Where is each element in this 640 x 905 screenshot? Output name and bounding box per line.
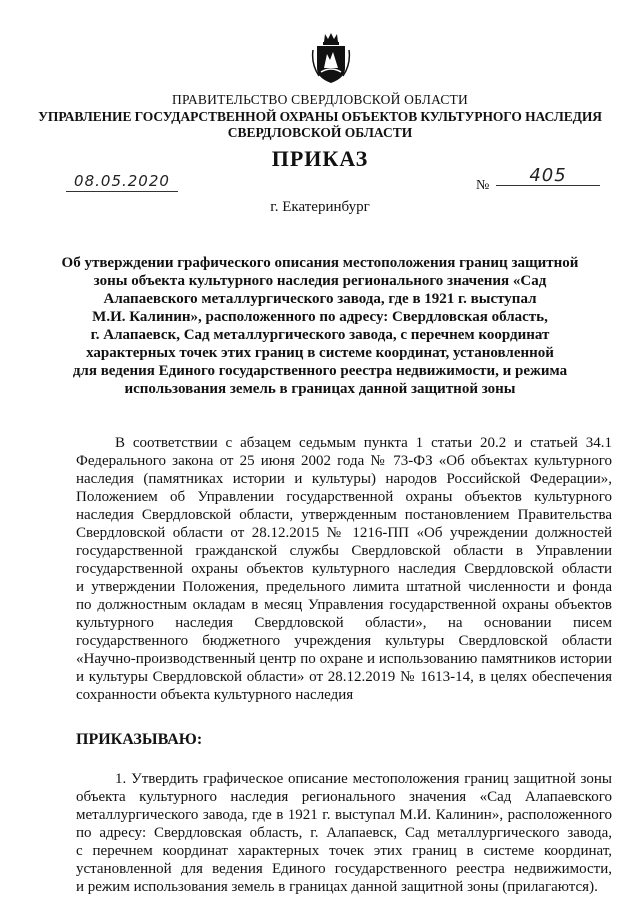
preamble-line: государственной охраны объектов культурного наследия Свердловской области [76, 561, 612, 577]
preamble-line: Федерального закона от 25 июня 2002 года № 73-ФЗ «Об объектах культурного [76, 453, 612, 469]
item-line: объекта культурного наследия регионального значения «Сад Алапаевского [76, 789, 612, 805]
government-name: ПРАВИТЕЛЬСТВО СВЕРДЛОВСКОЙ ОБЛАСТИ [172, 92, 468, 107]
document-type: ПРИКАЗ [271, 146, 369, 171]
preamble-line: государственного бюджетного учреждения культуры Свердловской области [76, 633, 612, 649]
preamble-line: «Научно-производственный центр по охране и использованию памятников истории [76, 651, 612, 667]
city: г. Екатеринбург [270, 199, 370, 215]
title-line: М.И. Калинин», расположенного по адресу: Свердловская область, [92, 309, 548, 325]
item-line: 1. Утвердить графическое описание местоположения границ защитной зоны [115, 771, 612, 787]
order-word: ПРИКАЗЫВАЮ: [76, 731, 203, 748]
preamble-line: наследия Свердловской области, утвержденным постановлением Правительства [76, 507, 612, 523]
preamble-line: В соответствии с абзацем седьмым пункта 1 статьи 20.2 и статьей 34.1 [115, 435, 612, 451]
preamble-line: государственной гражданской службы Свердловской области в Управлении [76, 543, 612, 559]
title-line: для ведения Единого государственного реестра недвижимости, и режима [72, 363, 568, 379]
preamble-line: и культуры Свердловской области» от 28.12.2019 № 1613-14, в целях обеспечения [76, 669, 612, 685]
preamble-line: Положением об Управлении государственной охраны объектов культурного [76, 489, 612, 505]
order-number: 405 [496, 166, 600, 186]
item-line: металлургического завода, где в 1921 г. выступал М.И. Калинин», расположенного [76, 807, 612, 823]
title-line: Об утверждении графического описания местоположения границ защитной [61, 255, 579, 271]
title-line: г. Алапаевск, Сад металлургического завода, с перечнем координат [90, 327, 550, 343]
preamble-line: сохранности объекта культурного наследия [76, 687, 354, 703]
title-line: использования земель в границах данной защитной зоны [124, 381, 516, 397]
item-line: по адресу: Свердловская область, г. Алапаевск, Сад металлургического завода, [76, 825, 612, 841]
preamble-line: культурного наследия Свердловской области», на основании писем [76, 615, 612, 631]
order-date: 08.05.2020 [66, 172, 178, 192]
item-line: с перечнем координат характерных точек этих границ в системе координат, [76, 843, 612, 859]
preamble-line: Свердловской области от 28.12.2015 № 1216-ПП «Об учреждении должностей [76, 525, 612, 541]
title-line: Алапаевского металлургического завода, где в 1921 г. выступал [103, 291, 537, 307]
title-line: характерных точек этих границ в системе координат, установленной [86, 345, 554, 361]
item-line: и режим использования земель в границах данной защитной зоны (прилагаются). [76, 879, 598, 895]
department-name-line1: УПРАВЛЕНИЕ ГОСУДАРСТВЕННОЙ ОХРАНЫ ОБЪЕКТОВ КУЛЬТУРНОГО НАСЛЕДИЯ [38, 109, 602, 124]
number-label: № [476, 178, 490, 193]
title-line: зоны объекта культурного наследия регионального значения «Сад [93, 273, 547, 289]
preamble-line: по должностным окладам в месяц Управления государственной охраны объектов [76, 597, 612, 613]
coat-of-arms-icon [311, 30, 351, 85]
preamble-line: и утверждении Положения, предельного лимита штатной численности и фонда [76, 579, 612, 595]
preamble-line: наследия (памятниках истории и культуры) народов Российской Федерации», [76, 471, 612, 487]
item-line: установленной для ведения Единого государственного реестра недвижимости, [76, 861, 612, 877]
department-name-line2: СВЕРДЛОВСКОЙ ОБЛАСТИ [227, 125, 413, 140]
